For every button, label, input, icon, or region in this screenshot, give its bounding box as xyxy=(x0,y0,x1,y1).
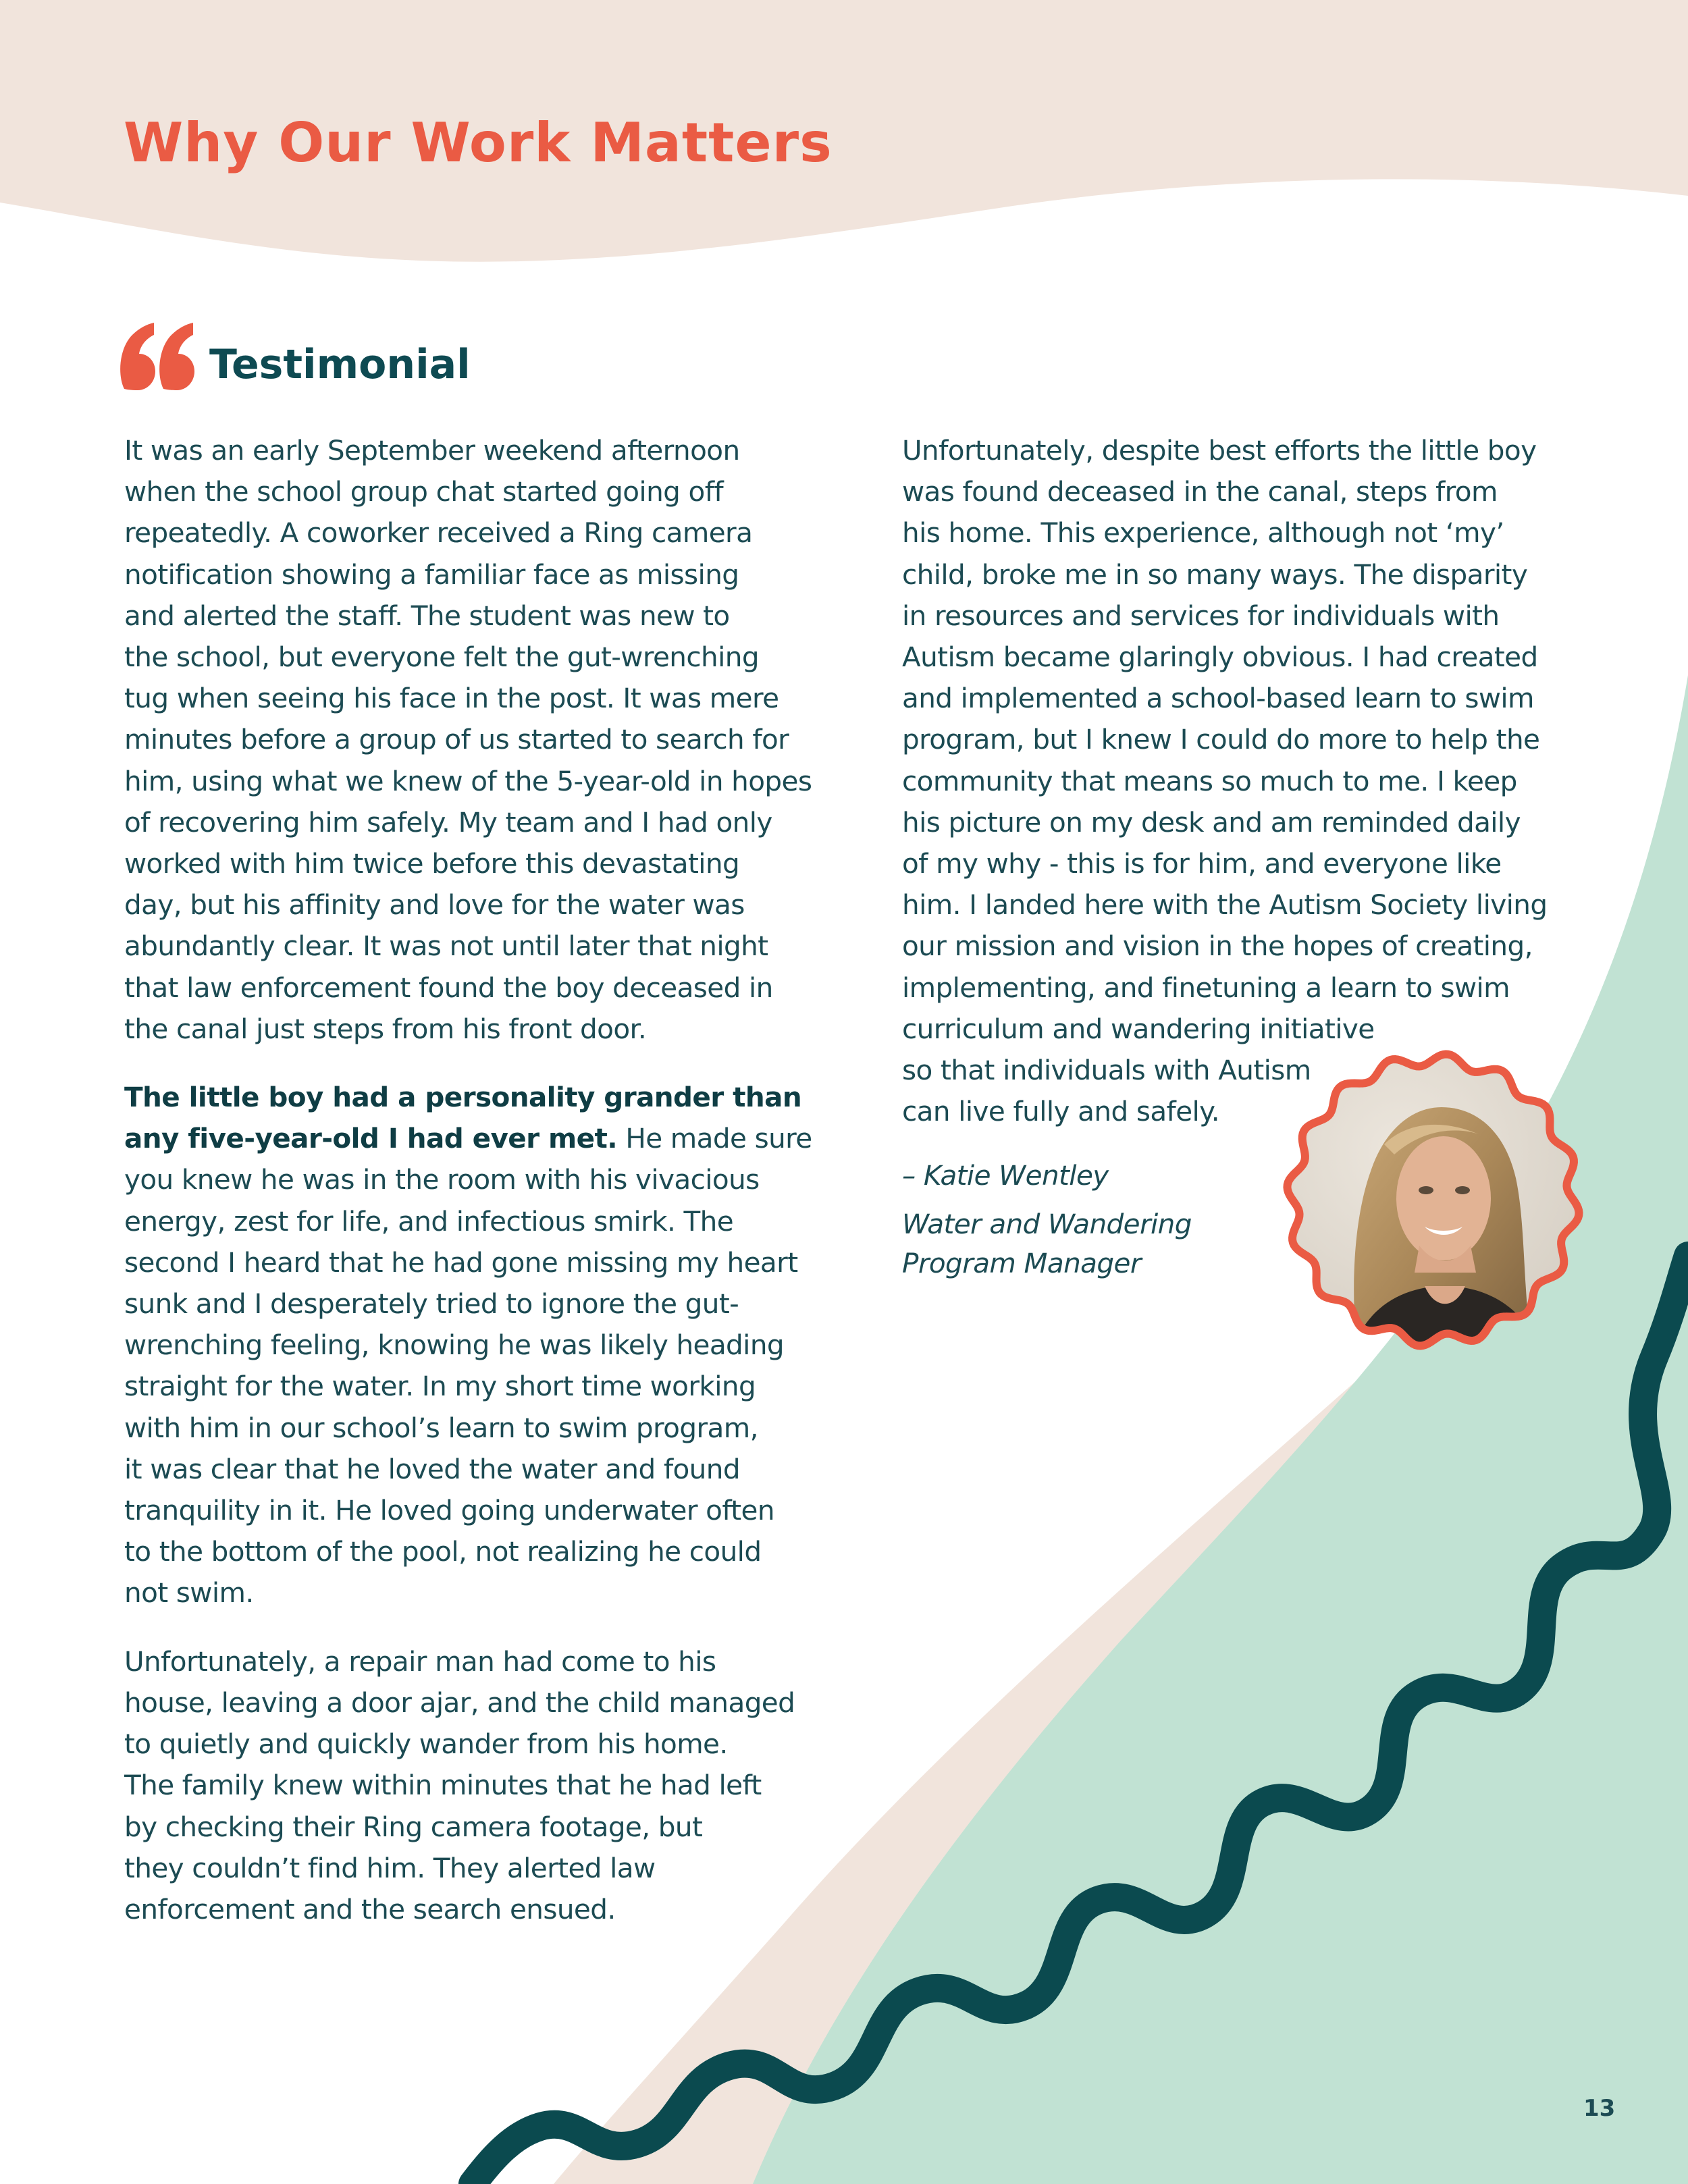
paragraph-3 xyxy=(124,1641,826,1930)
text-line: program, but I knew I could do more to help the xyxy=(902,723,1540,756)
text-line: tug when seeing his face in the post. It was mere xyxy=(124,682,779,715)
text-line: they couldn’t find him. They alerted law xyxy=(124,1851,656,1884)
text-line: implementing, and finetuning a learn to swim xyxy=(902,971,1510,1004)
paragraph-2 xyxy=(124,1077,826,1614)
paragraph-4 xyxy=(902,430,1577,1132)
text-line: child, broke me in so many ways. The disparity xyxy=(902,558,1528,591)
text-line: house, leaving a door ajar, and the child managed xyxy=(124,1686,795,1719)
text-line: of my why - this is for him, and everyone like xyxy=(902,847,1502,880)
text-line: it was clear that he loved the water and found xyxy=(124,1452,740,1485)
paragraph-1 xyxy=(124,430,826,1050)
left-text-column xyxy=(124,430,826,1930)
text-line: sunk and I desperately tried to ignore the gut- xyxy=(124,1287,739,1321)
page-title: Why Our Work Matters xyxy=(124,111,833,174)
text-line: day, but his affinity and love for the water was xyxy=(124,888,745,922)
text-line: notification showing a familiar face as missing xyxy=(124,558,739,591)
text-line: him. I landed here with the Autism Society living xyxy=(902,888,1548,922)
page-number: 13 xyxy=(1583,2095,1616,2122)
text-line: Autism became glaringly obvious. I had created xyxy=(902,641,1538,674)
text-line: tranquility in it. He loved going underwater often xyxy=(124,1494,774,1527)
bold-lead-text: any five-year-old I had ever met. xyxy=(124,1122,618,1155)
text-line: It was an early September weekend afternoon xyxy=(124,434,740,467)
text-line: of recovering him safely. My team and I had only xyxy=(124,805,772,838)
text-line xyxy=(124,1118,826,1159)
text-line: worked with him twice before this devastating xyxy=(124,847,740,880)
text-line: second I heard that he had gone missing my heart xyxy=(124,1246,798,1279)
text-line: by checking their Ring camera footage, but xyxy=(124,1810,703,1843)
author-role-line: Water and Wandering xyxy=(902,1208,1192,1240)
text-line: abundantly clear. It was not until later that night xyxy=(124,930,768,963)
text-line: minutes before a group of us started to search for xyxy=(124,723,789,756)
text-line: energy, zest for life, and infectious smirk. The xyxy=(124,1204,734,1237)
text-line: was found deceased in the canal, steps from xyxy=(902,475,1498,508)
text-line: the school, but everyone felt the gut-wrenching xyxy=(124,641,759,674)
text-line: our mission and vision in the hopes of creating, xyxy=(902,930,1533,963)
text-line: curriculum and wandering initiative xyxy=(902,1012,1375,1045)
text-line: straight for the water. In my short time working xyxy=(124,1370,756,1403)
portrait-photo xyxy=(1276,1043,1590,1357)
author-role-line: Program Manager xyxy=(902,1247,1141,1279)
text-line: community that means so much to me. I keep xyxy=(902,764,1517,797)
text-line: in resources and services for individuals with xyxy=(902,599,1500,632)
text-fragment: He made sure xyxy=(617,1122,812,1155)
text-line: when the school group chat started going off xyxy=(124,475,724,508)
text-line: The family knew within minutes that he had left xyxy=(124,1769,762,1802)
text-line: not swim. xyxy=(124,1576,254,1609)
text-line: him, using what we knew of the 5-year-old in hopes xyxy=(124,764,812,797)
right-text-column xyxy=(902,430,1577,1132)
text-line: can live fully and safely. xyxy=(902,1095,1220,1128)
author-signature xyxy=(902,1156,1192,1283)
text-line: and alerted the staff. The student was new to xyxy=(124,599,730,632)
text-line: enforcement and the search ensued. xyxy=(124,1892,616,1925)
text-line: that law enforcement found the boy deceased in xyxy=(124,971,773,1004)
text-line: you knew he was in the room with his vivacious xyxy=(124,1163,760,1196)
text-line: so that individuals with Autism xyxy=(902,1054,1311,1087)
quote-icon xyxy=(119,321,194,392)
text-line: repeatedly. A coworker received a Ring camera xyxy=(124,516,753,550)
text-line: Unfortunately, despite best efforts the little boy xyxy=(902,434,1537,467)
section-heading-testimonial: Testimonial xyxy=(209,341,471,388)
text-line: with him in our school’s learn to swim program, xyxy=(124,1411,758,1444)
text-line: and implemented a school-based learn to swim xyxy=(902,682,1534,715)
text-line: to the bottom of the pool, not realizing he could xyxy=(124,1535,762,1568)
text-line: his home. This experience, although not ‘my’ xyxy=(902,516,1504,550)
text-line: his picture on my desk and am reminded daily xyxy=(902,805,1521,838)
text-line: Unfortunately, a repair man had come to his xyxy=(124,1645,716,1678)
text-line: the canal just steps from his front door. xyxy=(124,1012,647,1045)
text-line xyxy=(124,1077,826,1118)
text-line: wrenching feeling, knowing he was likely heading xyxy=(124,1329,784,1362)
author-name: – Katie Wentley xyxy=(902,1159,1109,1192)
bold-lead-text: The little boy had a personality grander than xyxy=(124,1081,802,1114)
text-line: to quietly and quickly wander from his home. xyxy=(124,1728,728,1761)
